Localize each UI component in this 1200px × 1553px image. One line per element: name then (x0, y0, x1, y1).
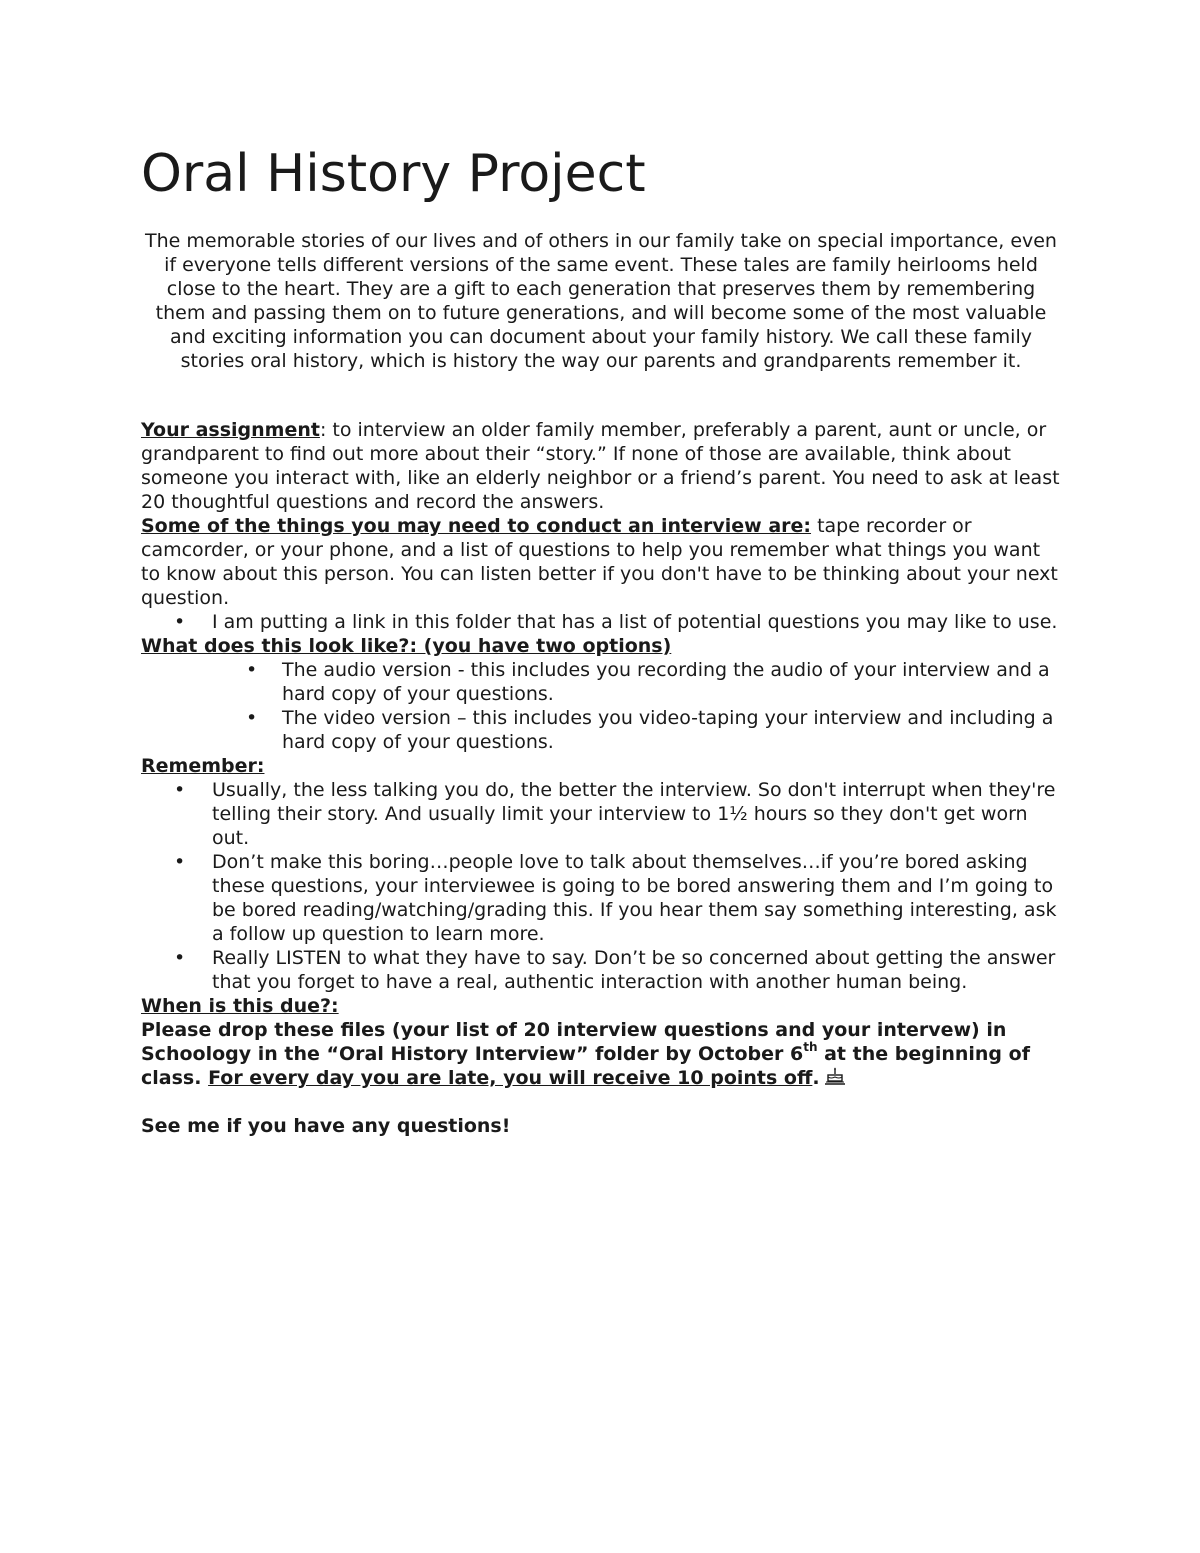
list-item (141, 946, 1061, 994)
assignment-heading: Your assignment (141, 419, 320, 441)
bullet-icon: • (174, 947, 186, 969)
bullet-icon: • (246, 707, 258, 729)
options-heading: What does this look like?: (you have two options) (141, 635, 672, 657)
list-item (141, 706, 1061, 754)
due-period: . (812, 1067, 820, 1089)
closing-line: See me if you have any questions! (141, 1115, 511, 1137)
due-heading: When is this due?: (141, 995, 339, 1017)
list-item-text: I am putting a link in this folder that has a list of potential questions you may like to use. (212, 611, 1058, 633)
due-text: Please drop these files (your list of 20 interview questions and your intervew) in Schoology in the “Oral History Interview” folder by October 6 (141, 1019, 1007, 1065)
assignment-paragraph (141, 418, 1061, 514)
things-heading: Some of the things you may need to conduct an interview are: (141, 515, 812, 537)
late-penalty: For every day you are late, you will receive 10 points off (208, 1067, 813, 1089)
options-list (141, 658, 1061, 754)
bullet-icon: • (174, 851, 186, 873)
list-item-text: Usually, the less talking you do, the better the interview. So don't interrupt when they're telling their story. And usually limit your interview to 1½ hours so they don't get worn out. (212, 779, 1056, 849)
birthday-cake-icon (824, 1067, 846, 1087)
list-item-text: The video version – this includes you video-taping your interview and including a hard copy of your questions. (282, 707, 1054, 753)
document-body (141, 418, 1061, 1138)
bullet-icon: • (246, 659, 258, 681)
list-item-text: Don’t make this boring…people love to talk about themselves…if you’re bored asking these questions, your interviewee is going to be bored answering them and I’m going to be bored reading/watching/grading this. If you hear them say something interesting, ask a follow up question to learn more. (212, 851, 1057, 945)
list-item (141, 850, 1061, 946)
things-paragraph (141, 514, 1061, 610)
blank-line (141, 1090, 1061, 1114)
bullet-icon: • (174, 611, 186, 633)
list-item-text: The audio version - this includes you recording the audio of your interview and a hard copy of your questions. (282, 659, 1050, 705)
due-text-after: at the beginning of class. (141, 1043, 1030, 1089)
list-item-text: Really LISTEN to what they have to say. Don’t be so concerned about getting the answer that you forget to have a real, authentic interaction with another human being. (212, 947, 1056, 993)
list-item (141, 778, 1061, 850)
date-superscript: th (803, 1039, 818, 1054)
assignment-text: : to interview an older family member, preferably a parent, aunt or uncle, or grandparent to find out more about their “story.” If none of those are available, think about someone you interact with, like an elderly neighbor or a friend’s parent. You need to ask at least 20 thoughtful questions and record the answers. (141, 419, 1060, 513)
list-item (141, 610, 1061, 634)
due-paragraph (141, 1018, 1061, 1090)
bullet-icon: • (174, 779, 186, 801)
things-text: tape recorder or camcorder, or your phone, and a list of questions to help you remember what things you want to know about this person. You can listen better if you don't have to be thinking about your next question. (141, 515, 1058, 609)
remember-heading: Remember: (141, 755, 265, 777)
list-item (141, 658, 1061, 706)
things-list (141, 610, 1061, 634)
remember-list (141, 778, 1061, 994)
page-title: Oral History Project (141, 144, 646, 204)
intro-paragraph: The memorable stories of our lives and of others in our family take on special importance, even if everyone tells different versions of the same event. These tales are family heirlooms held close to the heart. They are a gift to each generation that preserves them by remembering them and passing them on to future generations, and will become some of the most valuable and exciting information you can document about your family history. We call these family stories oral history, which is history the way our parents and grandparents remember it. (145, 230, 1057, 372)
